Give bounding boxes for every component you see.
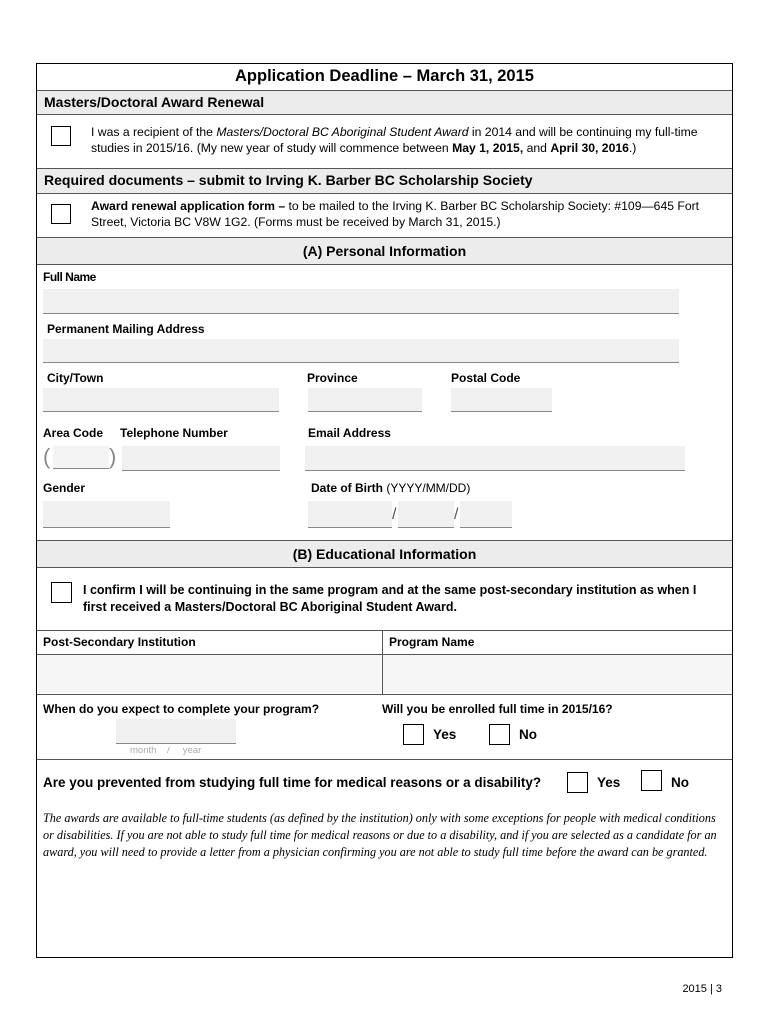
dob-format: (YYYY/MM/DD) [386,481,471,495]
gender-field[interactable] [43,501,170,528]
divider [37,759,732,760]
full-name-label: Full Name [43,270,96,284]
end-date: April 30, 2016 [550,141,629,155]
fulltime-no-label: No [519,727,537,742]
renewal-heading: Masters/Doctoral Award Renewal [44,94,265,110]
completion-question: When do you expect to complete your program? [43,702,320,716]
institution-label: Post-Secondary Institution [43,635,196,649]
education-heading: (B) Educational Information [292,546,477,562]
required-checkbox[interactable] [51,204,71,224]
eligibility-note: The awards are available to full-time students (as defined by the institution) only with some exceptions for people with medical conditions or disabilities. If you are not able to study full time for medical reasons or due to a disability, and if you are selected as a candidate for an award, you will need to provide a letter from a physician confirming you are not able to study full time before the award can be granted. [43,811,717,859]
confirm-checkbox[interactable] [51,582,72,603]
fulltime-question: Will you be enrolled full time in 2015/16? [382,702,613,716]
province-field[interactable] [308,388,422,412]
divider [37,114,732,115]
fulltime-yes-label: Yes [433,727,457,742]
dob-month-field[interactable] [398,501,454,528]
renewal-text: and [523,141,551,155]
divider [37,694,732,695]
mailing-address-field[interactable] [43,339,679,363]
page-number: 2015 | 3 [682,983,722,995]
full-name-field[interactable] [43,289,679,314]
telephone-label: Telephone Number [120,426,228,440]
email-field[interactable] [305,446,685,471]
fulltime-yes-checkbox[interactable] [403,724,424,745]
program-label: Program Name [389,635,475,649]
mailing-instructions: to be mailed to the Irving K. Barber BC Scholarship Society: #109—645 Fort Street, Victoria BC V8W 1G2. (Forms must be received by March 31, 2015.) [91,199,700,229]
form-name: Award renewal application form – [91,199,286,213]
divider [37,264,732,265]
dob-separator: / [392,506,397,523]
medical-no-label: No [671,775,689,790]
area-code-close-paren: ) [109,444,117,469]
renewal-statement [91,124,727,156]
medical-question: Are you prevented from studying full time for medical reasons or a disability? [43,775,542,790]
institution-field[interactable] [38,655,381,693]
medical-yes-checkbox[interactable] [567,772,588,793]
divider [37,630,732,631]
completion-date-field[interactable] [116,719,236,744]
required-statement [91,198,727,230]
renewal-text: .) [628,141,637,155]
start-date: May 1, 2015, [452,141,524,155]
gender-label: Gender [43,481,86,495]
fulltime-no-checkbox[interactable] [489,724,510,745]
dob-year-field[interactable] [308,501,392,528]
mailing-address-label: Permanent Mailing Address [47,322,205,336]
telephone-field[interactable] [122,446,280,471]
renewal-text: in 2014 and will be continuing my full-time studies in 2015/16. (My new year of study will commence between [91,125,698,155]
award-name: Masters/Doctoral BC Aboriginal Student Award [216,125,469,139]
renewal-text: I was a recipient of the [91,125,217,139]
city-field[interactable] [43,388,279,412]
dob-label-text: Date of Birth [311,481,383,495]
month-year-hint: month / year [130,745,202,756]
divider [37,567,732,568]
confirm-statement: I confirm I will be continuing in the same program and at the same post-secondary institution as when I first received a Masters/Doctoral BC Aboriginal Student Award. [83,583,697,614]
program-field[interactable] [383,655,732,693]
required-heading: Required documents – submit to Irving K. Barber BC Scholarship Society [44,172,533,188]
medical-no-checkbox[interactable] [641,770,662,791]
page-title: Application Deadline – March 31, 2015 [235,67,534,85]
dob-label [311,481,470,495]
area-code-field[interactable] [53,446,109,469]
city-label: City/Town [47,371,104,385]
dob-day-field[interactable] [460,501,512,528]
application-form [36,63,733,958]
area-code-label: Area Code [43,426,104,440]
province-label: Province [307,371,358,385]
divider [37,193,732,194]
postal-code-label: Postal Code [451,371,521,385]
area-code-open-paren: ( [43,444,51,469]
dob-separator: / [454,506,459,523]
personal-heading: (A) Personal Information [302,243,467,259]
email-label: Email Address [308,426,391,440]
medical-yes-label: Yes [597,775,621,790]
postal-code-field[interactable] [451,388,552,412]
renewal-checkbox[interactable] [51,126,71,146]
